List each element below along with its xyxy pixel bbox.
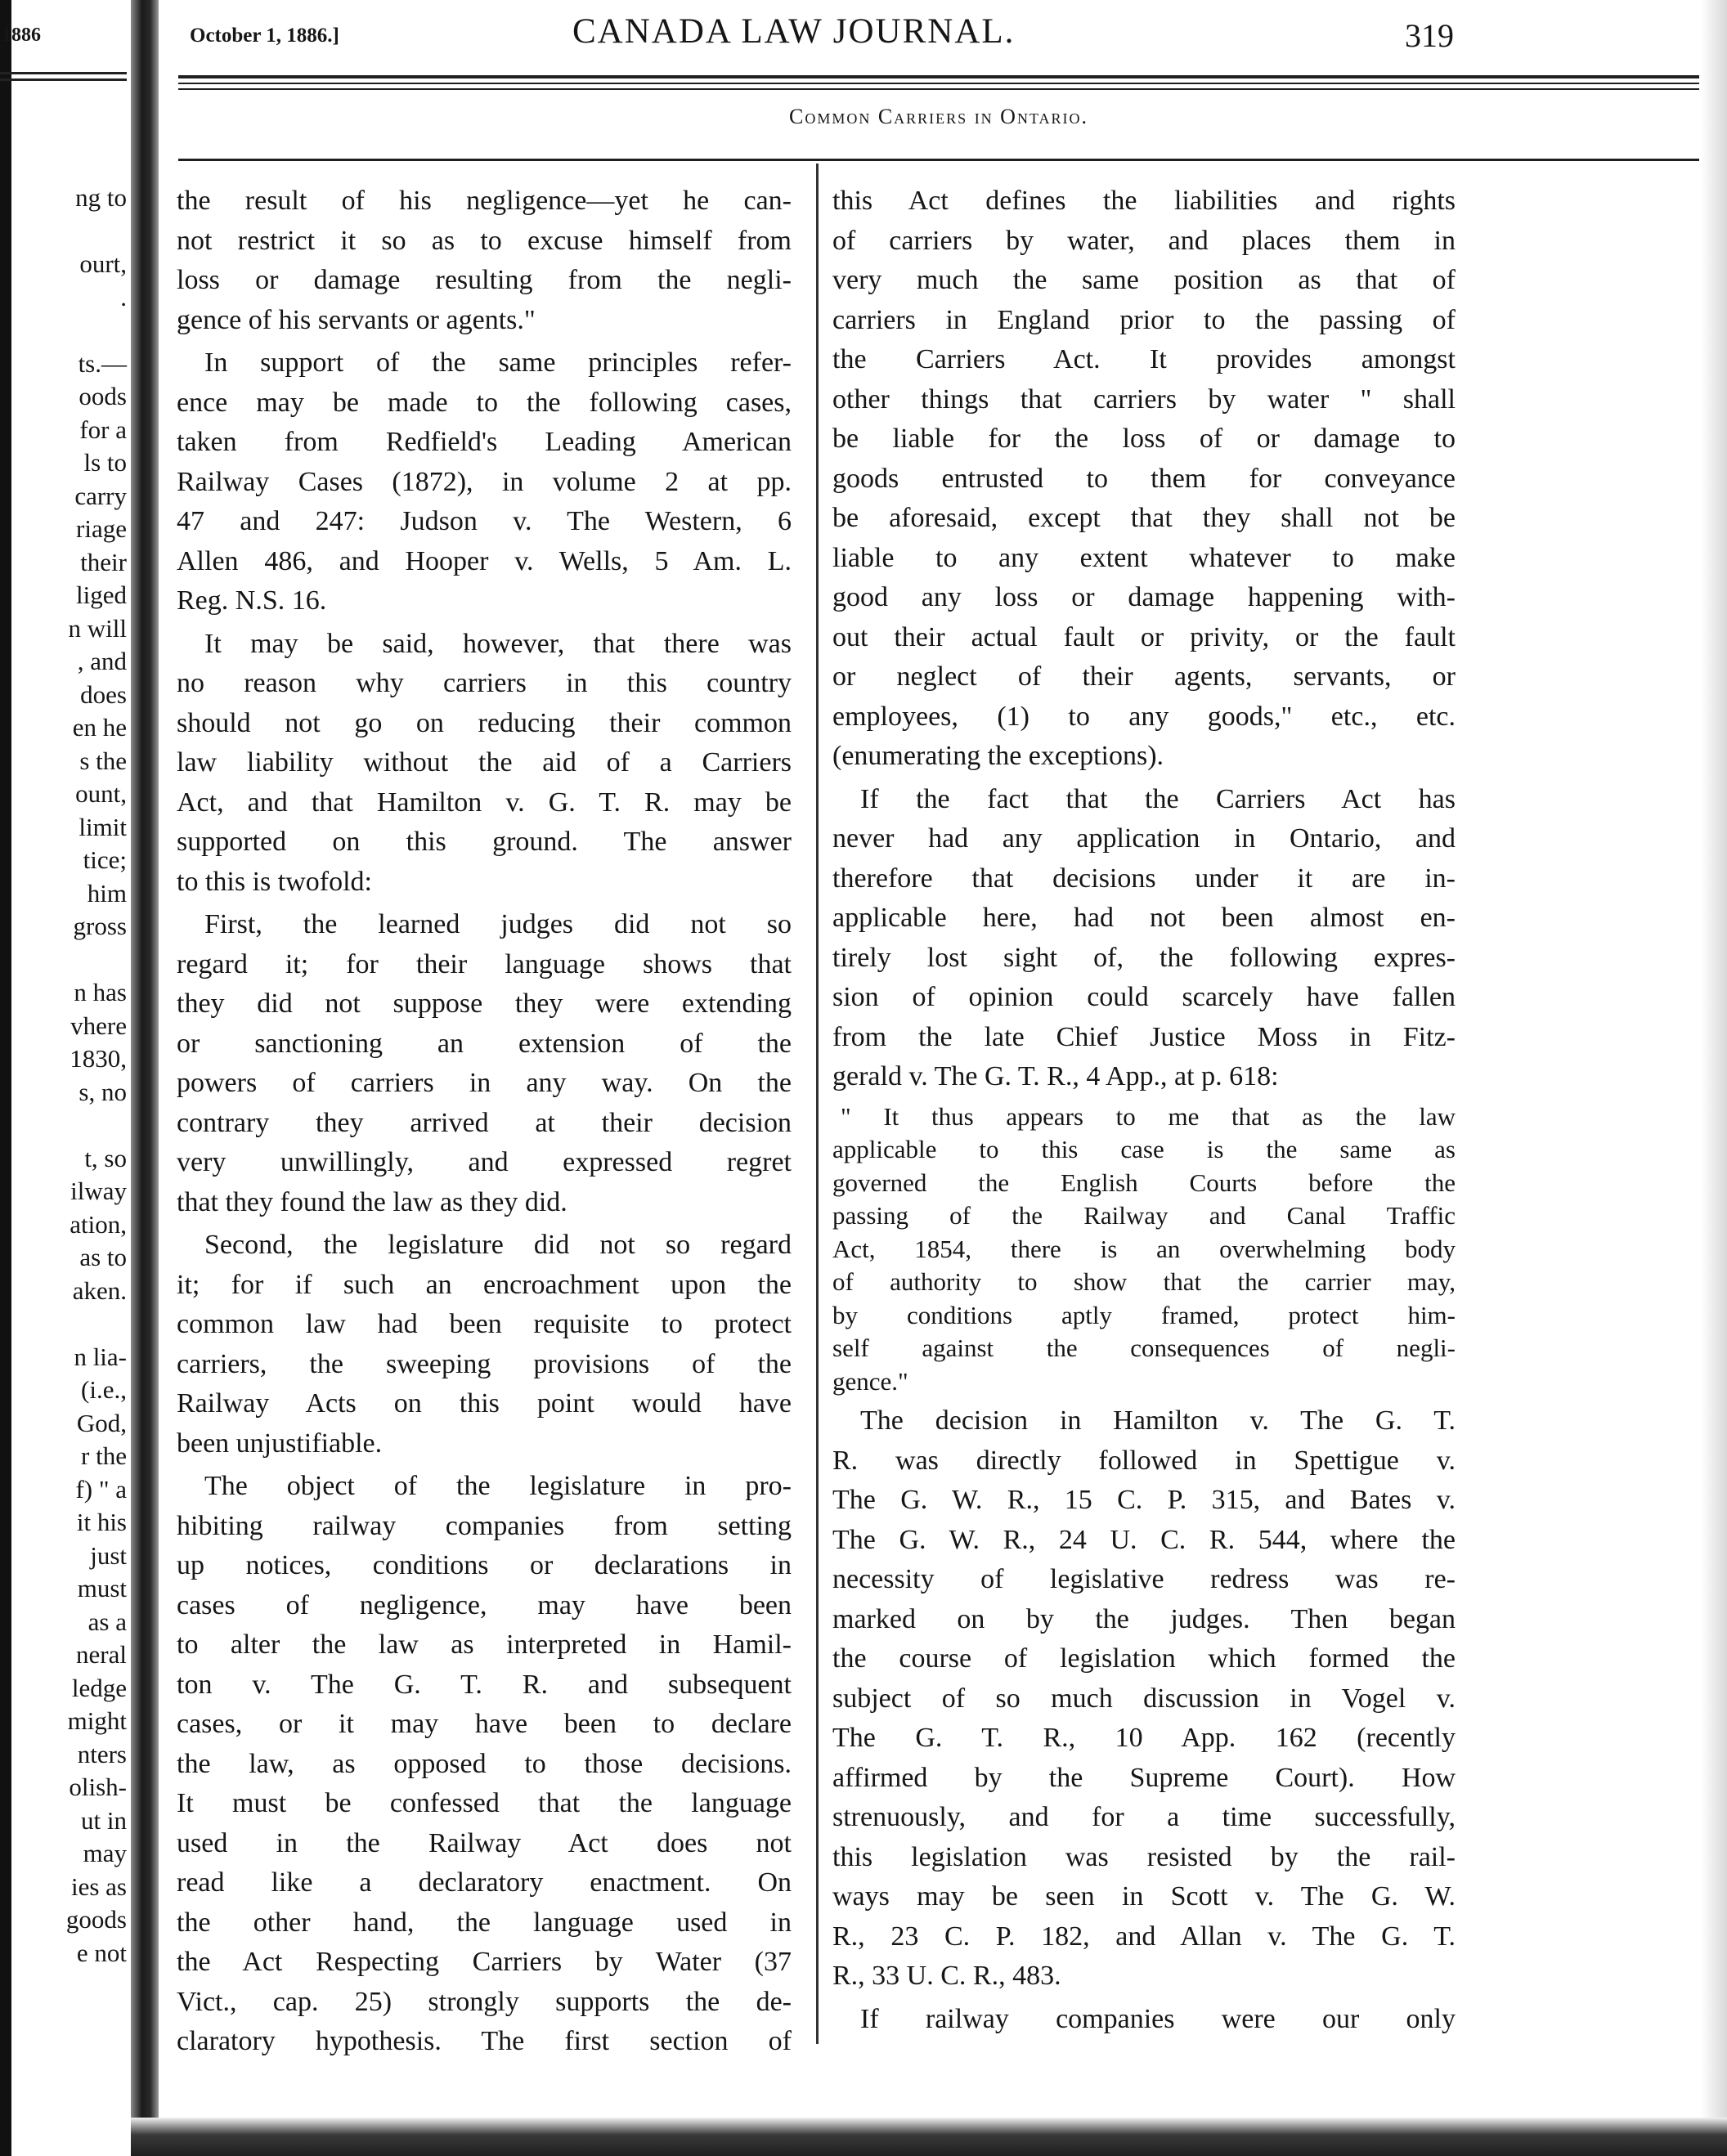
text-line: by conditions aptly framed, protect him- — [832, 1300, 1456, 1329]
text-line: If railway companies were our only — [860, 2003, 1456, 2034]
text-line: It may be said, however, that there was — [204, 628, 792, 659]
text-line: The G. W. R., 24 U. C. R. 544, where the — [832, 1524, 1456, 1555]
text-line: Railway Cases (1872), in volume 2 at pp. — [177, 466, 792, 497]
text-line: read like a declaratory enactment. On — [177, 1867, 792, 1898]
binding-gutter — [131, 0, 159, 2156]
text-line: limit — [78, 812, 127, 841]
text-line: carry — [74, 481, 127, 510]
text-line: Act, and that Hamilton v. G. T. R. may be — [177, 787, 792, 818]
text-line: may — [83, 1839, 127, 1867]
text-line — [0, 215, 127, 249]
header-rule — [178, 88, 1699, 90]
left-column — [177, 182, 792, 2062]
text-line: be liable for the loss of or damage to — [832, 424, 1456, 454]
text-line: n lia- — [74, 1342, 127, 1371]
text-line: vhere — [70, 1011, 127, 1040]
text-line: sion of opinion could scarcely have fallen — [832, 982, 1456, 1012]
text-line: ts.— — [78, 348, 127, 378]
text-line — [0, 944, 127, 977]
text-line: Act, 1854, there is an overwhelming body — [832, 1234, 1456, 1263]
text-line: applicable to this case is the same as — [832, 1135, 1456, 1163]
text-line: used in the Railway Act does not — [177, 1827, 792, 1858]
text-line: oods — [78, 382, 127, 410]
previous-page-fragment — [0, 0, 131, 2156]
text-line: passing of the Railway and Canal Traffic — [832, 1201, 1456, 1230]
text-line: goods — [65, 1905, 127, 1934]
text-line: should not go on reducing their common — [177, 707, 792, 738]
text-line: be aforesaid, except that they shall not be — [832, 503, 1456, 533]
text-line: just — [90, 1540, 127, 1570]
text-line: ourt, — [79, 249, 127, 278]
text-line: it; for if such an encroachment upon the — [177, 1269, 792, 1300]
text-line: ls to — [83, 448, 127, 477]
text-line: The G. T. R., 10 App. 162 (recently — [832, 1723, 1456, 1753]
text-line: for a — [79, 415, 127, 444]
previous-page-rule — [0, 72, 127, 74]
previous-page-column — [0, 182, 127, 1970]
text-line: contrary they arrived at their decision — [177, 1107, 792, 1138]
text-line: cases of negligence, may have been — [177, 1589, 792, 1620]
text-line: does — [80, 679, 127, 709]
text-line: very unwillingly, and expressed regret — [177, 1147, 792, 1177]
text-line: him — [87, 878, 127, 908]
text-line: 1830, — [70, 1044, 127, 1073]
text-line: of carriers by water, and places them in — [832, 225, 1456, 256]
text-line: they did not suppose they were extending — [177, 988, 792, 1019]
text-line: must — [77, 1574, 127, 1602]
text-line: good any loss or damage happening with- — [832, 582, 1456, 612]
text-line: 47 and 247: Judson v. The Western, 6 — [177, 506, 792, 536]
text-line: Second, the legislature did not so regard — [204, 1230, 792, 1260]
text-line: r the — [81, 1441, 127, 1470]
text-line: the result of his negligence—yet he can- — [177, 186, 792, 216]
text-line: the other hand, the language used in — [177, 1907, 792, 1938]
text-line: supported on this ground. The answer — [177, 827, 792, 857]
text-line: never had any application in Ontario, and — [832, 823, 1456, 854]
text-line: ence may be made to the following cases, — [177, 387, 792, 418]
text-line: R., 23 C. P. 182, and Allan v. The G. T. — [832, 1921, 1456, 1952]
text-line: en he — [72, 713, 127, 742]
text-line: ton v. The G. T. R. and subsequent — [177, 1669, 792, 1700]
header-rule — [178, 75, 1699, 78]
text-line: governed the English Courts before the — [832, 1168, 1456, 1197]
text-line: It must be confessed that the language — [177, 1788, 792, 1818]
running-head: Common Carriers in Ontario. — [788, 105, 1089, 128]
text-line: " It thus appears to me that as the law — [841, 1101, 1456, 1131]
text-line: t, so — [84, 1143, 127, 1172]
text-line: e not — [76, 1938, 127, 1967]
text-line: employees, (1) to any goods," etc., etc. — [832, 701, 1456, 732]
text-line: of authority to show that the carrier may, — [832, 1267, 1456, 1296]
text-line: common law had been requisite to protect — [177, 1309, 792, 1339]
text-line: that they found the law as they did. — [177, 1186, 567, 1217]
text-line: aken. — [72, 1275, 127, 1305]
text-line: out their actual fault or privity, or the fault — [832, 621, 1456, 652]
text-line: olish- — [69, 1773, 127, 1801]
text-line: as a — [87, 1607, 127, 1636]
text-line: been unjustifiable. — [177, 1428, 383, 1459]
text-line: nters — [77, 1739, 127, 1768]
text-line: it his — [76, 1508, 127, 1536]
text-line: gross — [73, 912, 127, 940]
text-line: ledge — [71, 1673, 127, 1702]
text-line: the course of legislation which formed the — [832, 1643, 1456, 1674]
text-line: The G. W. R., 15 C. P. 315, and Bates v. — [832, 1485, 1456, 1515]
text-line: self against the consequences of negli- — [832, 1333, 1456, 1362]
text-line: f) " a — [75, 1474, 127, 1504]
text-line: Vict., cap. 25) strongly supports the de- — [177, 1986, 792, 2017]
text-line: this Act defines the liabilities and rights — [832, 186, 1456, 216]
text-line: from the late Chief Justice Moss in Fitz- — [832, 1021, 1456, 1052]
text-line: therefore that decisions under it are in- — [832, 863, 1456, 894]
text-line: very much the same position as that of — [832, 265, 1456, 295]
text-line: s the — [79, 746, 127, 775]
text-line: tirely lost sight of, the following expres- — [832, 942, 1456, 973]
previous-page-number: 1886 — [2, 25, 41, 46]
text-line: The object of the legislature in pro- — [204, 1471, 792, 1501]
text-line: God, — [76, 1408, 127, 1437]
text-line: ng to — [75, 183, 127, 212]
text-line: ut in — [81, 1805, 127, 1835]
text-line: to this is twofold: — [177, 866, 372, 897]
text-line: (i.e., — [81, 1375, 127, 1404]
journal-title: CANADA LAW JOURNAL. — [572, 12, 1016, 51]
text-line: up notices, conditions or declarations in — [177, 1550, 792, 1580]
text-line: no reason why carriers in this country — [177, 668, 792, 698]
text-line: taken from Redfield's Leading American — [177, 427, 792, 457]
text-line: Allen 486, and Hooper v. Wells, 5 Am. L. — [177, 545, 792, 576]
text-line: as to — [79, 1243, 127, 1271]
header-rule — [178, 83, 1699, 84]
text-line: The decision in Hamilton v. The G. T. — [860, 1405, 1456, 1436]
text-line: powers of carriers in any way. On the — [177, 1068, 792, 1098]
text-line: , and — [77, 647, 127, 675]
text-line: liable to any extent whatever to make — [832, 542, 1456, 573]
text-line: R., 33 U. C. R., 483. — [832, 1961, 1061, 1991]
text-line: the Carriers Act. It provides amongst — [832, 344, 1456, 374]
right-column — [832, 182, 1456, 2039]
text-line — [0, 314, 127, 347]
text-line: tice; — [83, 845, 127, 874]
text-line: Reg. N.S. 16. — [177, 585, 327, 616]
text-line: gence." — [832, 1366, 908, 1396]
text-line: neral — [76, 1640, 127, 1669]
text-line: or neglect of their agents, servants, or — [832, 661, 1456, 692]
text-line: loss or damage resulting from the negli- — [177, 265, 792, 295]
text-line: gerald v. The G. T. R., 4 App., at p. 618: — [832, 1061, 1279, 1091]
text-line: not restrict it so as to excuse himself from — [177, 225, 792, 256]
text-line: claratory hypothesis. The first section of — [177, 2026, 792, 2056]
text-line: In support of the same principles refer- — [204, 347, 792, 378]
text-line: liged — [76, 580, 127, 609]
text-line: carriers in England prior to the passing of — [832, 304, 1456, 335]
text-line: . — [120, 282, 127, 312]
text-line: this legislation was resisted by the rail- — [832, 1841, 1456, 1872]
text-line: affirmed by the Supreme Court). How — [832, 1762, 1456, 1793]
text-line: marked on by the judges. Then began — [832, 1603, 1456, 1634]
text-line: If the fact that the Carriers Act has — [860, 783, 1456, 814]
text-line: their — [80, 547, 127, 576]
text-line: carriers, the sweeping provisions of the — [177, 1348, 792, 1379]
text-line: other things that carriers by water " shall — [832, 383, 1456, 415]
text-line: n has — [74, 978, 127, 1006]
text-line — [0, 1109, 127, 1142]
text-line: the Act Respecting Carriers by Water (37 — [177, 1947, 792, 1977]
text-line: gence of his servants or agents." — [177, 304, 536, 335]
text-line: n will — [68, 613, 127, 643]
text-line: to alter the law as interpreted in Hamil- — [177, 1629, 792, 1660]
text-line: regard it; for their language shows that — [177, 948, 792, 979]
folio-date: October 1, 1886.] — [190, 25, 339, 47]
running-head-rule — [178, 159, 1699, 161]
text-line: ount, — [75, 779, 127, 808]
text-line: hibiting railway companies from setting — [177, 1510, 792, 1541]
text-line — [0, 1307, 127, 1341]
text-line: Railway Acts on this point would have — [177, 1388, 792, 1419]
text-line: cases, or it may have been to declare — [177, 1709, 792, 1739]
column-divider — [816, 164, 819, 2044]
text-line: the law, as opposed to those decisions. — [177, 1748, 792, 1779]
text-line: might — [67, 1706, 127, 1735]
text-line: ilway — [70, 1177, 127, 1205]
text-line: applicable here, had not been almost en- — [832, 903, 1456, 933]
text-line: riage — [76, 514, 127, 543]
text-line: law liability without the aid of a Carriers — [177, 747, 792, 778]
text-line: goods entrusted to them for conveyance — [832, 463, 1456, 494]
text-line: s, no — [78, 1077, 127, 1106]
text-line: strenuously, and for a time successfully, — [832, 1802, 1456, 1832]
text-line: or sanctioning an extension of the — [177, 1028, 792, 1059]
text-line: R. was directly followed in Spettigue v. — [832, 1445, 1456, 1476]
previous-page-rule — [0, 78, 127, 81]
text-line: ation, — [70, 1209, 127, 1239]
page-number: 319 — [1405, 17, 1454, 54]
text-line: ways may be seen in Scott v. The G. W. — [832, 1881, 1456, 1912]
right-edge-shadow — [1701, 0, 1727, 2156]
text-line: First, the learned judges did not so — [204, 909, 792, 939]
text-line: (enumerating the exceptions). — [832, 741, 1164, 771]
bottom-edge-shadow — [131, 2118, 1727, 2156]
text-line: necessity of legislative redress was re- — [832, 1564, 1456, 1594]
text-line: subject of so much discussion in Vogel v. — [832, 1683, 1456, 1714]
text-line: ies as — [70, 1871, 127, 1901]
